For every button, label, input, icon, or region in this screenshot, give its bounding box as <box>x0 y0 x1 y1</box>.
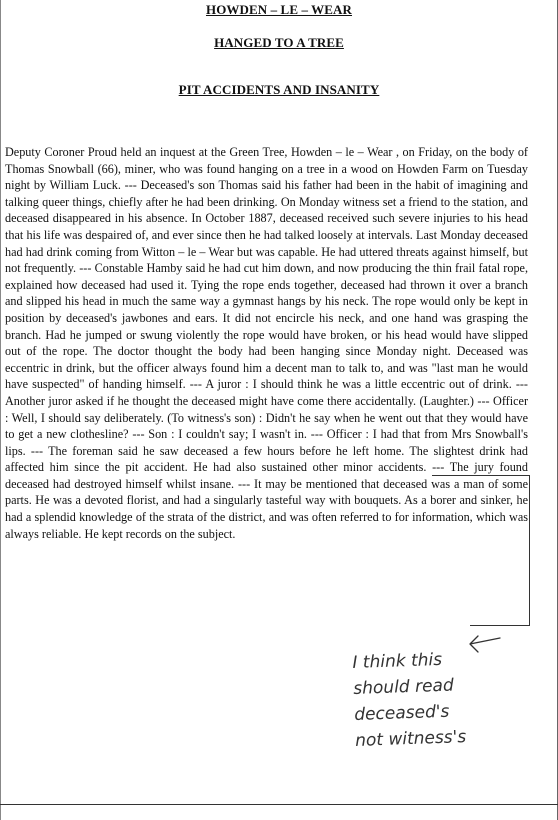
article-paragraph: Deputy Coroner Proud held an inquest at the Green Tree, Howden – le – Wear , on Friday, on the body of Thomas Snowball (66), miner, who was found hanging on a tree in a wood on Howden Farm on Tuesday night by William Luck. --- Deceased's son Thomas said his father had been in the habit of imagining and talking queer things, chiefly after he had been drinking. On Monday witness set a friend to the station, and deceased disappeared in his absence. In October 1887, deceased received such severe injuries to his head that his life was despaired of, and ever since then he had talked loosely at intervals. Last Monday deceased had had drink coming from Witton – le – Wear but was capable. He had uttered threats against himself, but not frequently. --- Constable Hamby said he had cut him down, and now producing the thin frail fatal rope, explained how deceased had used it. Tying the rope ends together, deceased had thrown it over a branch and slipped his head in much the same way a gymnast hangs by his neck. The rope would only be kept in position by deceased's jawbones and ears. It did not encircle his neck, and one hand was grasping the branch. Had he jumped or swung violently the rope would have broken, or his head would have slipped out of the rope. The doctor thought the body had been hanging since Monday night. Deceased was eccentric in drink, but the officer always found him a decent man to talk to, and was "last man he would have suspected" of handing himself. --- A juror : I should think he was a little eccentric out of drink. --- Another juror asked if he thought the deceased might have come there accidentally. (Laughter.) --- Officer : Well, I should say deliberately. (To witness's son) : Didn't he say when he went out that they would have to get a new clothesline? --- Son : I couldn't say; I wasn't in. --- Officer : I had that from Mrs Snowball's lips. --- The foreman said he saw deceased a few hours before he left home. The slightest drink had affected him since the pit accident. He had also sustained other minor accidents. --- The jury found deceased had destroyed himself whilst insane. --- It may be mentioned that deceased was a man of some parts. He was a devoted florist, and had a singularly tasteful way with bouquets. As a borer and sinker, he had a splendid knowledge of the strata of the district, and was often referred to for information, which was always reliable. He kept records on the subject. <box>5 145 528 541</box>
handwritten-note <box>352 644 516 754</box>
handwritten-note-line: not witness's <box>354 727 467 751</box>
handwritten-note-line: I think this <box>352 649 443 673</box>
page-bottom-rule <box>0 804 558 805</box>
heading-subheadline: PIT ACCIDENTS AND INSANITY <box>178 82 380 97</box>
page-left-edge <box>0 0 1 820</box>
handwritten-note-line: should read <box>353 675 455 699</box>
handwritten-bracket-side <box>529 475 530 625</box>
article-body <box>5 144 528 542</box>
heading-headline: HANGED TO A TREE <box>214 35 344 50</box>
handwritten-bracket-bottom <box>470 625 530 626</box>
handwritten-bracket-top <box>432 475 530 476</box>
heading-place: HOWDEN – LE – WEAR <box>205 2 353 17</box>
handwritten-note-line: deceased's <box>353 701 450 725</box>
